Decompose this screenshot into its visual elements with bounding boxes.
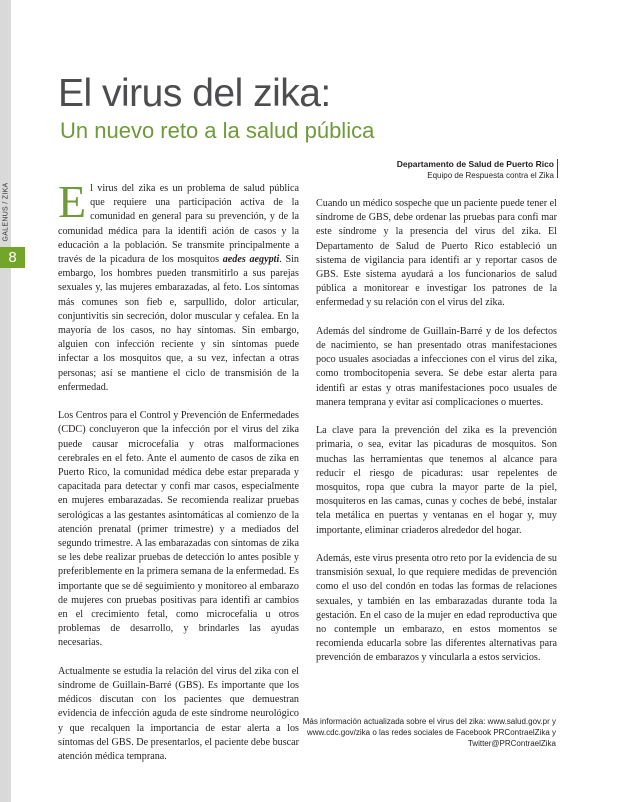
paragraph-gbs-testing: Cuando un médico sospeche que un paciente puede tener el síndrome de GBS, debe ordenar las pruebas para confi mar este síndrome y la presencia del virus del zika. El Departamento de Salud de Puerto Rico estableció un sistema de vigilancia para identifi ar y reportar casos de GBS. Este sistema ayudará a los funcionarios de salud pública a monitorear e investigar los patrones de la enfermedad y su relación con el virus del zika.	[316, 198, 557, 309]
section-label: GALENUS / ZIKA	[2, 182, 10, 242]
paragraph-text: l virus del zika es un problema de salud pública que requiere una participación activa de la comunidad en general para su prevención, y de la comunidad médica para la identifi ación de casos y la educación a la población. Se transmite principalmente a través de la picadura de los mosquitos	[58, 183, 299, 266]
paragraph-gbs: Actualmente se estudia la relación del virus del zika con el síndrome de Guillain-Barré (GBS). Es importante que los médicos discutan con los pacientes que demuestran evidencia de infección aguda de este síndrome neurológico y que recalquen la importancia de estar alerta a los síntomas del GBS. De presentarlos, el paciente debe buscar atención médica temprana.	[58, 665, 299, 763]
paragraph-cdc: Los Centros para el Control y Prevención de Enfermedades (CDC) concluyeron que la infección por el virus del zika puede causar microcefalia y otras malformaciones cerebrales en el feto. Ante el aumento de casos de zika en Puerto Rico, la comunidad médica debe estar preparada y capacitada para detectar y confi mar casos, especialmente en mujeres embarazadas. Se recomienda realizar pruebas serológicas a las gestantes asintomáticas al comienzo de la atención prenatal (primer trimestre) y a mediados del segundo trimestre. A las embarazadas con síntomas de zika se les debe realizar pruebas de detección lo antes posible y preferiblemente en la primera semana de la enfermedad. Es importante que se dé seguimiento y monitoreo al embarazo de mujeres con pruebas positivas para identifi ar cambios en el crecimiento fetal, como microcefalia u otros problemas de desarrollo, y brindarles las ayudas necesarias.	[58, 410, 299, 649]
more-info-note: Más información actualizada sobre el virus del zika: www.salud.gov.pr y www.cdc.gov/zika o las redes sociales de Facebook PRContraelZika y Twitter@PRContraelZika	[302, 717, 556, 748]
byline-organization: Departamento de Salud de Puerto Rico	[396, 159, 554, 169]
column-left	[58, 176, 299, 778]
drop-cap: E	[58, 176, 87, 227]
species-name: aedes aegypti	[222, 254, 280, 266]
page-number: 8	[0, 247, 25, 268]
paragraph-manifestations: Además del síndrome de Guillain-Barré y de los defectos de nacimiento, se han presentado otras manifestaciones poco usuales asociadas a infecciones con el virus del zika, como trombocitopenia severa. Se debe estar alerta para identifi ar estas y otras manifestaciones poco usuales de manera temprana y evitar así complicaciones o muertes.	[316, 325, 557, 408]
paragraph-intro	[58, 176, 299, 395]
article-subtitle: Un nuevo reto a la salud pública	[60, 118, 375, 143]
byline	[397, 159, 554, 181]
column-right	[316, 197, 557, 680]
paragraph-text: . Sin embargo, los hombres pueden transmitirlo a sus parejas sexuales y, las mujeres embarazadas, al feto. Los síntomas más comunes son fieb e, sarpullido, dolor articular, conjuntivitis sin secreción, dolor muscular y cefalea. En la mayoría de los casos, no hay síntomas. Sin embargo, alguien con infección reciente y sin síntomas puede infectar a los mosquitos que, a su vez, infectan a otras personas; así se mantiene el ciclo de transmisión de la enfermedad.	[58, 254, 299, 393]
paragraph-prevention: La clave para la prevención del zika es la prevención primaria, o sea, evitar las picaduras de mosquitos. Son muchas las herramientas que tenemos al alcance para reducir el riesgo de picaduras: usar repelentes de mosquitos, ropa que cubra la mayor parte de la piel, mosquiteros en las camas, cunas y coches de bebé, instalar tela metálica en puertas y ventanas en el hogar y, muy importante, eliminar criaderos alrededor del hogar.	[316, 425, 557, 536]
byline-divider	[557, 159, 558, 178]
article-title: El virus del zika:	[58, 72, 331, 115]
paragraph-sexual-transmission: Además, este virus presenta otro reto por la evidencia de su transmisión sexual, lo que requiere medidas de prevención como el uso del condón en todas las formas de relaciones sexuales, y también en las embarazadas durante toda la gestación. En el caso de la mujer en edad reproductiva que no contemple un embarazo, en estos momentos se recomienda educarla sobre las diferentes alternativas para prevención de embarazos y vincularla a estos servicios.	[316, 553, 557, 664]
sidebar-strip	[0, 0, 11, 802]
byline-team: Equipo de Respuesta contra el Zika	[427, 171, 554, 180]
